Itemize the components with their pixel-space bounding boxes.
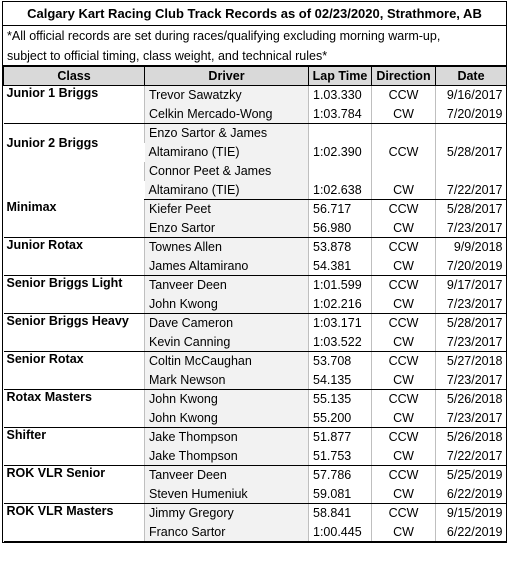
class-cell: ROK VLR Masters [6, 504, 114, 518]
table-row [4, 314, 507, 333]
class-cell: Rotax Masters [6, 390, 92, 404]
table-row [4, 428, 507, 447]
records-body [4, 86, 507, 542]
lap-cell-empty [309, 162, 372, 181]
lap-time-cell: 51.877 [309, 428, 372, 447]
date-cell: 7/22/2017 [436, 181, 507, 200]
direction-cell: CCW [372, 466, 436, 485]
lap-time-cell: 58.841 [309, 504, 372, 523]
lap-time-cell: 1:03.784 [309, 105, 372, 124]
date-cell: 5/28/2017 [436, 314, 507, 333]
direction-cell: CCW [372, 200, 436, 219]
date-cell: 7/23/2017 [436, 295, 507, 314]
date-cell-empty [436, 162, 507, 181]
lap-time-cell: 59.081 [309, 485, 372, 504]
lap-cell-empty [309, 124, 372, 143]
driver-cell: Altamirano (TIE) [145, 181, 309, 200]
table-row [4, 390, 507, 409]
lap-time-cell: 54.381 [309, 257, 372, 276]
lap-time-cell: 1:02.390 [309, 143, 372, 162]
direction-cell: CW [372, 105, 436, 124]
driver-cell: Mark Newson [145, 371, 309, 390]
direction-cell: CW [372, 447, 436, 466]
header-row [4, 67, 507, 86]
note-line-1: *All official records are set during races/qualifying excluding morning warm-up, [7, 29, 441, 43]
table-row [4, 200, 507, 219]
direction-cell: CW [372, 181, 436, 200]
lap-time-cell: 56.717 [309, 200, 372, 219]
date-cell: 7/23/2017 [436, 409, 507, 428]
class-cell [4, 219, 145, 238]
driver-cell: Franco Sartor [145, 523, 309, 542]
date-cell: 7/23/2017 [436, 219, 507, 238]
date-cell: 5/28/2017 [436, 143, 507, 162]
driver-cell: James Altamirano [145, 257, 309, 276]
date-cell: 5/28/2017 [436, 200, 507, 219]
class-cell: Senior Briggs Light [6, 276, 123, 290]
driver-cell: Jake Thompson [145, 447, 309, 466]
class-cell [4, 409, 145, 428]
lap-time-cell: 1.03.330 [309, 86, 372, 105]
records-sheet [2, 1, 507, 543]
dir-cell-empty [372, 162, 436, 181]
direction-cell: CCW [372, 238, 436, 257]
direction-cell: CW [372, 371, 436, 390]
date-cell: 6/22/2019 [436, 485, 507, 504]
class-cell: Junior 1 Briggs [6, 86, 99, 100]
driver-cell: Celkin Mercado-Wong [145, 105, 309, 124]
class-cell: Minimax [6, 199, 57, 214]
driver-cell: John Kwong [145, 295, 309, 314]
header-date: Date [436, 67, 507, 86]
driver-cell: Altamirano (TIE) [145, 143, 309, 162]
records-table [3, 66, 507, 542]
class-cell: Junior Rotax [6, 238, 83, 252]
driver-cell: Trevor Sawatzky [145, 86, 309, 105]
table-row [4, 238, 507, 257]
date-cell: 6/22/2019 [436, 523, 507, 542]
lap-time-cell: 53.708 [309, 352, 372, 371]
driver-cell: Kevin Canning [145, 333, 309, 352]
date-cell: 9/16/2017 [436, 86, 507, 105]
direction-cell: CW [372, 523, 436, 542]
direction-cell: CCW [372, 352, 436, 371]
driver-cell: Enzo Sartor [145, 219, 309, 238]
direction-cell: CCW [372, 314, 436, 333]
date-cell: 7/20/2019 [436, 105, 507, 124]
header-driver: Driver [145, 67, 309, 86]
class-cell: Senior Briggs Heavy [6, 314, 129, 328]
date-cell: 5/27/2018 [436, 352, 507, 371]
table-row [4, 219, 507, 238]
records-note [3, 26, 506, 66]
lap-time-cell: 1:02.638 [309, 181, 372, 200]
lap-time-cell: 54.135 [309, 371, 372, 390]
table-row [4, 124, 507, 143]
note-line-2: subject to official timing, class weight, and technical rules* [7, 49, 328, 63]
class-cell [4, 257, 145, 276]
table-row [4, 523, 507, 542]
lap-time-cell: 56.980 [309, 219, 372, 238]
direction-cell: CCW [372, 504, 436, 523]
date-cell: 7/23/2017 [436, 333, 507, 352]
class-cell [4, 162, 145, 200]
lap-time-cell: 1:01.599 [309, 276, 372, 295]
table-row [4, 333, 507, 352]
lap-time-cell: 1:03.171 [309, 314, 372, 333]
class-cell [4, 295, 145, 314]
driver-cell: Dave Cameron [145, 314, 309, 333]
lap-time-cell: 1:02.216 [309, 295, 372, 314]
date-cell: 9/15/2019 [436, 504, 507, 523]
class-cell [4, 485, 145, 504]
table-row [4, 485, 507, 504]
date-cell: 9/9/2018 [436, 238, 507, 257]
header-lap-time: Lap Time [309, 67, 372, 86]
date-cell: 7/20/2019 [436, 257, 507, 276]
class-cell [4, 333, 145, 352]
date-cell: 9/17/2017 [436, 276, 507, 295]
driver-cell: Jake Thompson [145, 428, 309, 447]
driver-cell: Connor Peet & James [145, 162, 309, 181]
table-row [4, 162, 507, 181]
direction-cell: CW [372, 409, 436, 428]
date-cell: 7/23/2017 [436, 371, 507, 390]
class-cell: Junior 2 Briggs [6, 135, 99, 150]
driver-cell: John Kwong [145, 409, 309, 428]
direction-cell: CW [372, 257, 436, 276]
header-direction: Direction [372, 67, 436, 86]
direction-cell: CCW [372, 428, 436, 447]
date-cell: 5/25/2019 [436, 466, 507, 485]
table-row [4, 504, 507, 523]
driver-cell: John Kwong [145, 390, 309, 409]
direction-cell: CW [372, 219, 436, 238]
date-cell: 5/26/2018 [436, 390, 507, 409]
direction-cell: CW [372, 333, 436, 352]
direction-cell: CCW [372, 86, 436, 105]
dir-cell-empty [372, 124, 436, 143]
driver-cell: Enzo Sartor & James [145, 124, 309, 143]
direction-cell: CCW [372, 390, 436, 409]
table-row [4, 447, 507, 466]
driver-cell: Tanveer Deen [145, 466, 309, 485]
table-row [4, 257, 507, 276]
lap-time-cell: 53.878 [309, 238, 372, 257]
direction-cell: CW [372, 295, 436, 314]
lap-time-cell: 51.753 [309, 447, 372, 466]
table-row [4, 466, 507, 485]
date-cell: 7/22/2017 [436, 447, 507, 466]
driver-cell: Kiefer Peet [145, 200, 309, 219]
lap-time-cell: 57.786 [309, 466, 372, 485]
driver-cell: Townes Allen [145, 238, 309, 257]
table-row [4, 371, 507, 390]
class-cell: ROK VLR Senior [6, 466, 106, 480]
driver-cell: Steven Humeniuk [145, 485, 309, 504]
driver-cell: Coltin McCaughan [145, 352, 309, 371]
direction-cell: CCW [372, 276, 436, 295]
table-row [4, 105, 507, 124]
lap-time-cell: 1:00.445 [309, 523, 372, 542]
driver-cell: Tanveer Deen [145, 276, 309, 295]
class-cell [4, 447, 145, 466]
class-cell [4, 371, 145, 390]
header-class: Class [4, 67, 145, 86]
table-row [4, 86, 507, 105]
class-cell: Senior Rotax [6, 352, 84, 366]
table-row [4, 276, 507, 295]
class-cell: Shifter [6, 428, 47, 442]
table-row [4, 409, 507, 428]
sheet-title: Calgary Kart Racing Club Track Records as of 02/23/2020, Strathmore, AB [3, 2, 506, 26]
date-cell-empty [436, 124, 507, 143]
table-row [4, 295, 507, 314]
lap-time-cell: 1:03.522 [309, 333, 372, 352]
lap-time-cell: 55.135 [309, 390, 372, 409]
class-cell [4, 523, 145, 542]
driver-cell: Jimmy Gregory [145, 504, 309, 523]
date-cell: 5/26/2018 [436, 428, 507, 447]
lap-time-cell: 55.200 [309, 409, 372, 428]
table-row [4, 352, 507, 371]
direction-cell: CW [372, 485, 436, 504]
class-cell [4, 105, 145, 124]
direction-cell: CCW [372, 143, 436, 162]
